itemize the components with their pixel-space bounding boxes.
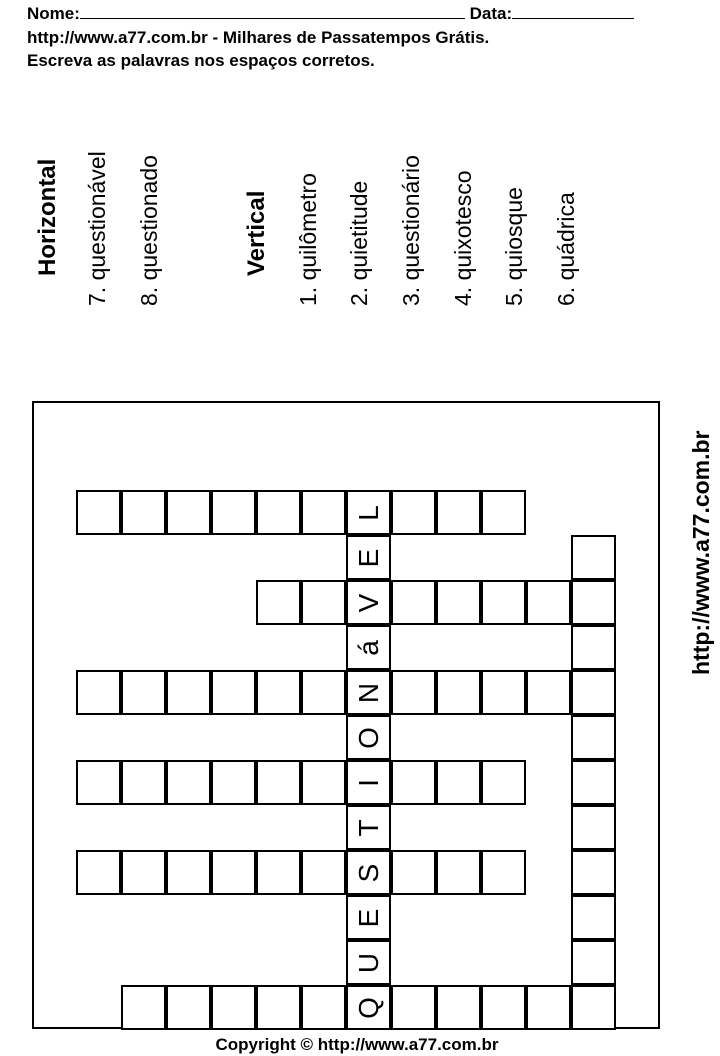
cell-letter: E — [352, 908, 384, 927]
crossword-cell[interactable] — [391, 760, 436, 805]
crossword-cell[interactable] — [301, 490, 346, 535]
crossword-cell[interactable] — [76, 760, 121, 805]
filled-cell — [346, 850, 391, 895]
filled-cell — [346, 940, 391, 985]
crossword-cell[interactable] — [436, 760, 481, 805]
cell-letter: U — [352, 952, 384, 973]
filled-cell — [346, 625, 391, 670]
vertical-clue: 5. quiosque — [501, 187, 527, 306]
crossword-cell[interactable] — [481, 985, 526, 1030]
vertical-clue: 2. quietitude — [346, 180, 372, 306]
crossword-cell[interactable] — [571, 625, 616, 670]
vertical-clue: 6. quádrica — [553, 192, 579, 306]
crossword-cell[interactable] — [436, 490, 481, 535]
filled-cell — [346, 895, 391, 940]
crossword-cell[interactable] — [436, 985, 481, 1030]
crossword-cell[interactable] — [526, 580, 571, 625]
crossword-cell[interactable] — [256, 850, 301, 895]
date-blank[interactable] — [512, 3, 634, 19]
crossword-cell[interactable] — [571, 580, 616, 625]
filled-cell — [346, 670, 391, 715]
cell-letter: V — [352, 593, 384, 612]
crossword-cell[interactable] — [571, 535, 616, 580]
horizontal-title: Horizontal — [34, 158, 61, 276]
crossword-cell[interactable] — [256, 670, 301, 715]
crossword-cell[interactable] — [391, 670, 436, 715]
crossword-cell[interactable] — [166, 850, 211, 895]
crossword-cell[interactable] — [76, 490, 121, 535]
crossword-cell[interactable] — [76, 850, 121, 895]
crossword-cell[interactable] — [211, 490, 256, 535]
crossword-cell[interactable] — [256, 490, 301, 535]
cell-letter: S — [352, 863, 384, 882]
cell-letter: T — [352, 818, 384, 837]
copyright-footer: Copyright © http://www.a77.com.br — [215, 1035, 499, 1054]
crossword-cell[interactable] — [301, 670, 346, 715]
vertical-clue: 3. questionário — [398, 155, 424, 306]
crossword-cell[interactable] — [211, 760, 256, 805]
cell-letter: L — [352, 504, 384, 521]
crossword-cell[interactable] — [121, 490, 166, 535]
cell-letter: Q — [352, 996, 384, 1019]
crossword-cell[interactable] — [166, 985, 211, 1030]
crossword-cell[interactable] — [481, 670, 526, 715]
crossword-cell[interactable] — [526, 670, 571, 715]
cell-letter: I — [352, 778, 384, 787]
crossword-cell[interactable] — [256, 760, 301, 805]
crossword-cell[interactable] — [76, 670, 121, 715]
crossword-cell[interactable] — [211, 850, 256, 895]
crossword-cell[interactable] — [301, 850, 346, 895]
crossword-cell[interactable] — [391, 580, 436, 625]
crossword-cell[interactable] — [526, 985, 571, 1030]
vertical-title: Vertical — [243, 190, 270, 276]
crossword-cell[interactable] — [481, 850, 526, 895]
crossword-cell[interactable] — [436, 850, 481, 895]
cell-letter: O — [352, 726, 384, 749]
crossword-cell[interactable] — [121, 985, 166, 1030]
crossword-cell[interactable] — [391, 985, 436, 1030]
crossword-cell[interactable] — [481, 580, 526, 625]
cell-letter: E — [352, 548, 384, 567]
filled-cell — [346, 490, 391, 535]
filled-cell — [346, 715, 391, 760]
instructions: Escreva as palavras nos espaços corretos. — [27, 51, 375, 70]
name-blank[interactable] — [80, 3, 465, 19]
vertical-clue: 4. quixotesco — [450, 170, 476, 306]
crossword-cell[interactable] — [211, 670, 256, 715]
crossword-cell[interactable] — [436, 580, 481, 625]
crossword-cell[interactable] — [211, 985, 256, 1030]
filled-cell — [346, 535, 391, 580]
cell-letter: N — [352, 682, 384, 703]
crossword-cell[interactable] — [571, 805, 616, 850]
crossword-cell[interactable] — [166, 670, 211, 715]
crossword-cell[interactable] — [571, 715, 616, 760]
crossword-cell[interactable] — [571, 670, 616, 715]
crossword-cell[interactable] — [256, 985, 301, 1030]
crossword-cell[interactable] — [301, 985, 346, 1030]
side-url: http://www.a77.com.br — [688, 430, 714, 675]
filled-cell — [346, 760, 391, 805]
crossword-cell[interactable] — [391, 490, 436, 535]
crossword-cell[interactable] — [301, 760, 346, 805]
crossword-cell[interactable] — [481, 490, 526, 535]
name-label: Nome: — [27, 4, 80, 23]
header-name-line — [27, 3, 634, 24]
crossword-cell[interactable] — [571, 940, 616, 985]
date-label: Data: — [469, 4, 513, 23]
horizontal-clue: 7. questionável — [84, 151, 110, 306]
crossword-cell[interactable] — [121, 850, 166, 895]
filled-cell — [346, 805, 391, 850]
vertical-clue: 1. quilômetro — [295, 173, 321, 306]
crossword-cell[interactable] — [391, 850, 436, 895]
filled-cell — [346, 580, 391, 625]
crossword-cell[interactable] — [166, 760, 211, 805]
crossword-cell[interactable] — [571, 760, 616, 805]
crossword-cell[interactable] — [121, 670, 166, 715]
crossword-cell[interactable] — [571, 895, 616, 940]
crossword-cell[interactable] — [256, 580, 301, 625]
horizontal-clue: 8. questionado — [136, 155, 162, 306]
crossword-cell[interactable] — [301, 580, 346, 625]
crossword-cell[interactable] — [481, 760, 526, 805]
header-site-line: http://www.a77.com.br - Milhares de Passatempos Grátis. — [27, 28, 490, 47]
crossword-cell[interactable] — [436, 670, 481, 715]
cell-letter: á — [352, 639, 384, 656]
crossword-cell[interactable] — [571, 850, 616, 895]
crossword-cell[interactable] — [121, 760, 166, 805]
filled-cell — [346, 985, 391, 1030]
crossword-cell[interactable] — [166, 490, 211, 535]
crossword-cell[interactable] — [571, 985, 616, 1030]
